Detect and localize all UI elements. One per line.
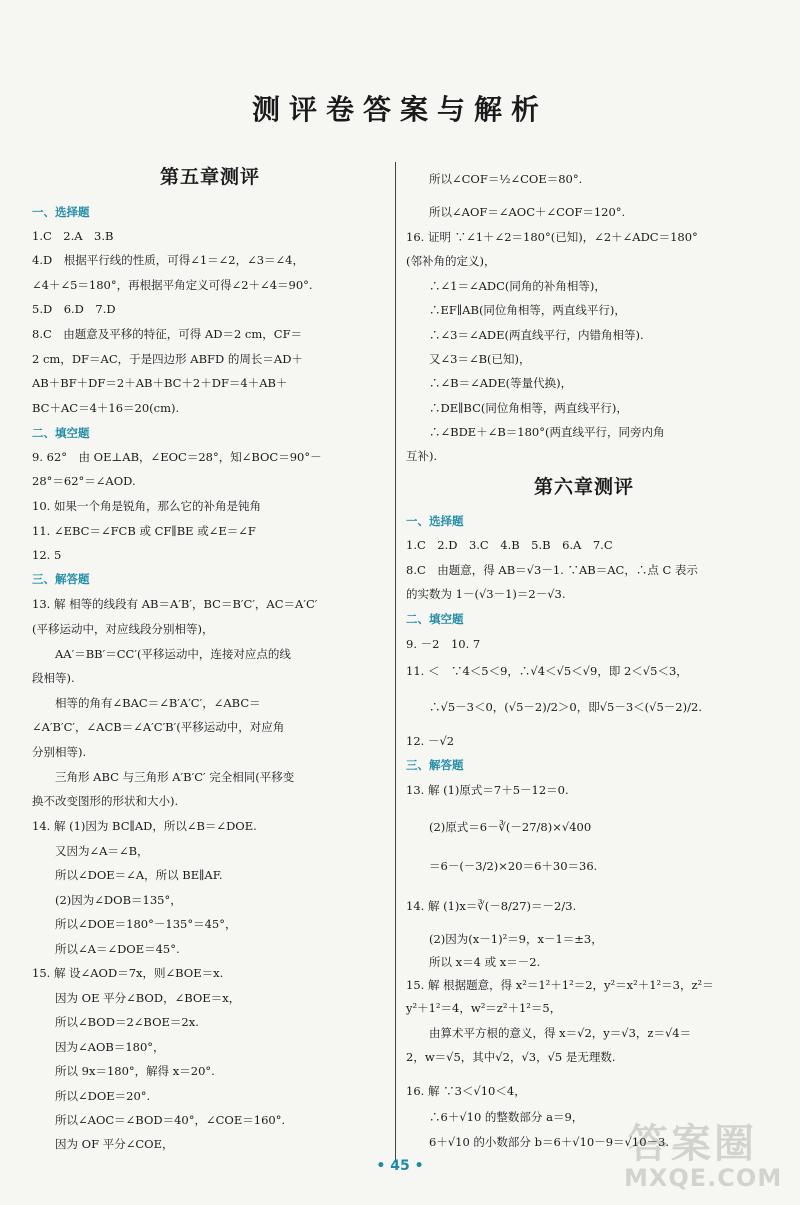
answer-line: 由算术平方根的意义，得 x＝√2，y＝√3，z＝√4＝: [406, 1026, 692, 1040]
answer-line: 11. ＜ ∵4＜5＜9，∴√4＜√5＜√9，即 2＜√5＜3，: [406, 664, 688, 678]
answer-line: 9. 62° 由 OE⊥AB，∠EOC＝28°，知∠BOC＝90°－: [32, 450, 322, 464]
answer-line: 8.C 由题意及平移的特征，可得 AD＝2 cm，CF＝: [32, 327, 303, 341]
page-title: 测评卷答案与解析: [251, 93, 548, 126]
answer-line: 1.C 2.A 3.B: [32, 229, 114, 243]
answer-line: ∴∠B＝∠ADE(等量代换)，: [406, 376, 573, 390]
answer-line: 的实数为 1－(√3－1)＝2－√3.: [406, 587, 566, 601]
section-heading: 二、填空题: [32, 426, 90, 440]
answer-line: ∴∠1＝∠ADC(同角的补角相等)，: [406, 279, 606, 293]
answer-line: 又因为∠A＝∠B，: [32, 844, 149, 858]
answer-line: ∴√5－3＜0，(√5－2)/2＞0，即√5－3＜(√5－2)/2.: [406, 700, 702, 714]
answer-line: 15. 解 根据题意，得 x²＝1²＋1²＝2，y²＝x²＋1²＝3，z²＝: [406, 978, 714, 992]
answer-line: 9. －2 10. 7: [406, 637, 481, 651]
section-heading: 二、填空题: [406, 612, 464, 626]
answer-line: 段相等).: [32, 671, 75, 685]
answer-line: 8.C 由题意，得 AB＝√3－1. ∵AB＝AC，∴点 C 表示: [406, 563, 698, 577]
answer-line: 三角形 ABC 与三角形 A′B′C′ 完全相同(平移变: [32, 770, 295, 784]
column-divider: [395, 162, 396, 1162]
answer-line: 所以∠BOD＝2∠BOE＝2x.: [32, 1015, 199, 1029]
answer-line: ∠4＋∠5＝180°，再根据平角定义可得∠2＋∠4＝90°.: [32, 278, 313, 292]
answer-line: 5.D 6.D 7.D: [32, 302, 116, 316]
answer-line: AB＋BF＋DF＝2＋AB＋BC＋2＋DF＝4＋AB＋: [32, 376, 288, 390]
answer-line: ∠A′B′C′，∠ACB＝∠A′C′B′(平移运动中，对应角: [32, 720, 285, 734]
answer-line: ∴∠BDE＋∠B＝180°(两直线平行，同旁内角: [406, 425, 665, 439]
answer-line: ∴6＋√10 的整数部分 a＝9，: [406, 1110, 584, 1124]
answer-line: ＝6－(－3/2)×20＝6＋30＝36.: [406, 859, 598, 873]
answer-line: 4.D 根据平行线的性质，可得∠1＝∠2，∠3＝∠4，: [32, 253, 304, 267]
answer-line: 换不改变图形的形状和大小).: [32, 794, 179, 808]
answer-line: 所以∠AOF＝∠AOC＋∠COF＝120°.: [406, 205, 626, 219]
answer-line: 所以∠DOE＝∠A，所以 BE∥AF.: [32, 868, 223, 882]
answer-line: 又∠3＝∠B(已知)，: [406, 352, 531, 366]
answer-line: 10. 如果一个角是锐角，那么它的补角是钝角: [32, 499, 261, 513]
chapter-heading: 第五章测评: [160, 166, 261, 188]
answer-line: 互补).: [406, 449, 438, 463]
watermark-top: 答案圈: [628, 1121, 757, 1167]
answer-line: 14. 解 (1)x＝∛(－8/27)＝－2/3.: [406, 899, 577, 913]
answer-line: 因为 OE 平分∠BOD，∠BOE＝x，: [32, 991, 241, 1005]
page-number-value: 45: [390, 1158, 410, 1174]
answer-line: 相等的角有∠BAC＝∠B′A′C′，∠ABC＝: [32, 696, 261, 710]
answer-line: 15. 解 设∠AOD＝7x，则∠BOE＝x.: [32, 966, 224, 980]
answer-line: (邻补角的定义)，: [406, 254, 496, 268]
answer-line: 所以 x＝4 或 x＝－2.: [406, 955, 541, 969]
answer-line: ∴EF∥AB(同位角相等，两直线平行)，: [406, 303, 626, 317]
answer-line: 28°＝62°＝∠AOD.: [32, 474, 136, 488]
answer-line: 14. 解 (1)因为 BC∥AD，所以∠B＝∠DOE.: [32, 819, 257, 833]
answer-line: 所以∠A＝∠DOE＝45°.: [32, 942, 180, 956]
answer-line: ∴DE∥BC(同位角相等，两直线平行)，: [406, 401, 628, 415]
watermark-bottom: MXQE.COM: [624, 1164, 783, 1192]
answer-line: 16. 证明 ∵∠1＋∠2＝180°(已知)，∠2＋∠ADC＝180°: [406, 230, 698, 244]
answer-line: 12. －√2: [406, 734, 455, 748]
answer-line: (平移运动中，对应线段分别相等)，: [32, 622, 214, 636]
page-number: • 45 •: [376, 1158, 424, 1174]
answer-line: 因为∠AOB＝180°，: [32, 1040, 165, 1054]
answer-line: 所以 9x＝180°，解得 x＝20°.: [32, 1064, 215, 1078]
answer-line: (2)因为(x－1)²＝9，x－1＝±3，: [406, 932, 603, 946]
answer-line: 11. ∠EBC＝∠FCB 或 CF∥BE 或∠E＝∠F: [32, 524, 256, 538]
answer-line: ∴∠3＝∠ADE(两直线平行，内错角相等).: [406, 328, 644, 342]
answer-line: 2，w＝√5，其中√2，√3，√5 是无理数.: [406, 1050, 616, 1064]
answer-line: BC＋AC＝4＋16＝20(cm).: [32, 401, 180, 415]
answer-line: (2)原式＝6－∛(－27/8)×√400: [406, 820, 592, 834]
answer-line: 1.C 2.D 3.C 4.B 5.B 6.A 7.C: [406, 538, 613, 552]
answer-line: 16. 解 ∵3＜√10＜4，: [406, 1084, 526, 1098]
answer-line: AA′＝BB′＝CC′(平移运动中，连接对应点的线: [32, 647, 291, 661]
answer-line: 所以∠DOE＝20°.: [32, 1089, 151, 1103]
chapter-heading: 第六章测评: [534, 476, 635, 498]
section-heading: 三、解答题: [406, 758, 464, 772]
answer-line: 因为 OF 平分∠COE，: [32, 1137, 174, 1151]
answer-line: 所以∠AOC＝∠BOD＝40°，∠COE＝160°.: [32, 1113, 286, 1127]
answer-line: 13. 解 (1)原式＝7＋5－12＝0.: [406, 783, 569, 797]
answer-line: 所以∠DOE＝180°－135°＝45°，: [32, 917, 237, 931]
answer-line: 所以∠COF＝½∠COE＝80°.: [406, 172, 583, 186]
answer-line: 6＋√10 的小数部分 b＝6＋√10－9＝√10－3.: [406, 1135, 669, 1149]
answer-line: 13. 解 相等的线段有 AB＝A′B′，BC＝B′C′，AC＝A′C′: [32, 597, 318, 611]
section-heading: 一、选择题: [32, 205, 90, 219]
answer-line: (2)因为∠DOB＝135°，: [32, 893, 182, 907]
answer-line: 分别相等).: [32, 745, 87, 759]
answer-line: y²＋1²＝4，w²＝z²＋1²＝5，: [406, 1001, 562, 1015]
watermark: [610, 1112, 785, 1197]
section-heading: 三、解答题: [32, 572, 90, 586]
answer-line: 2 cm，DF＝AC，于是四边形 ABFD 的周长＝AD＋: [32, 352, 303, 366]
answer-line: 12. 5: [32, 548, 62, 562]
section-heading: 一、选择题: [406, 514, 464, 528]
